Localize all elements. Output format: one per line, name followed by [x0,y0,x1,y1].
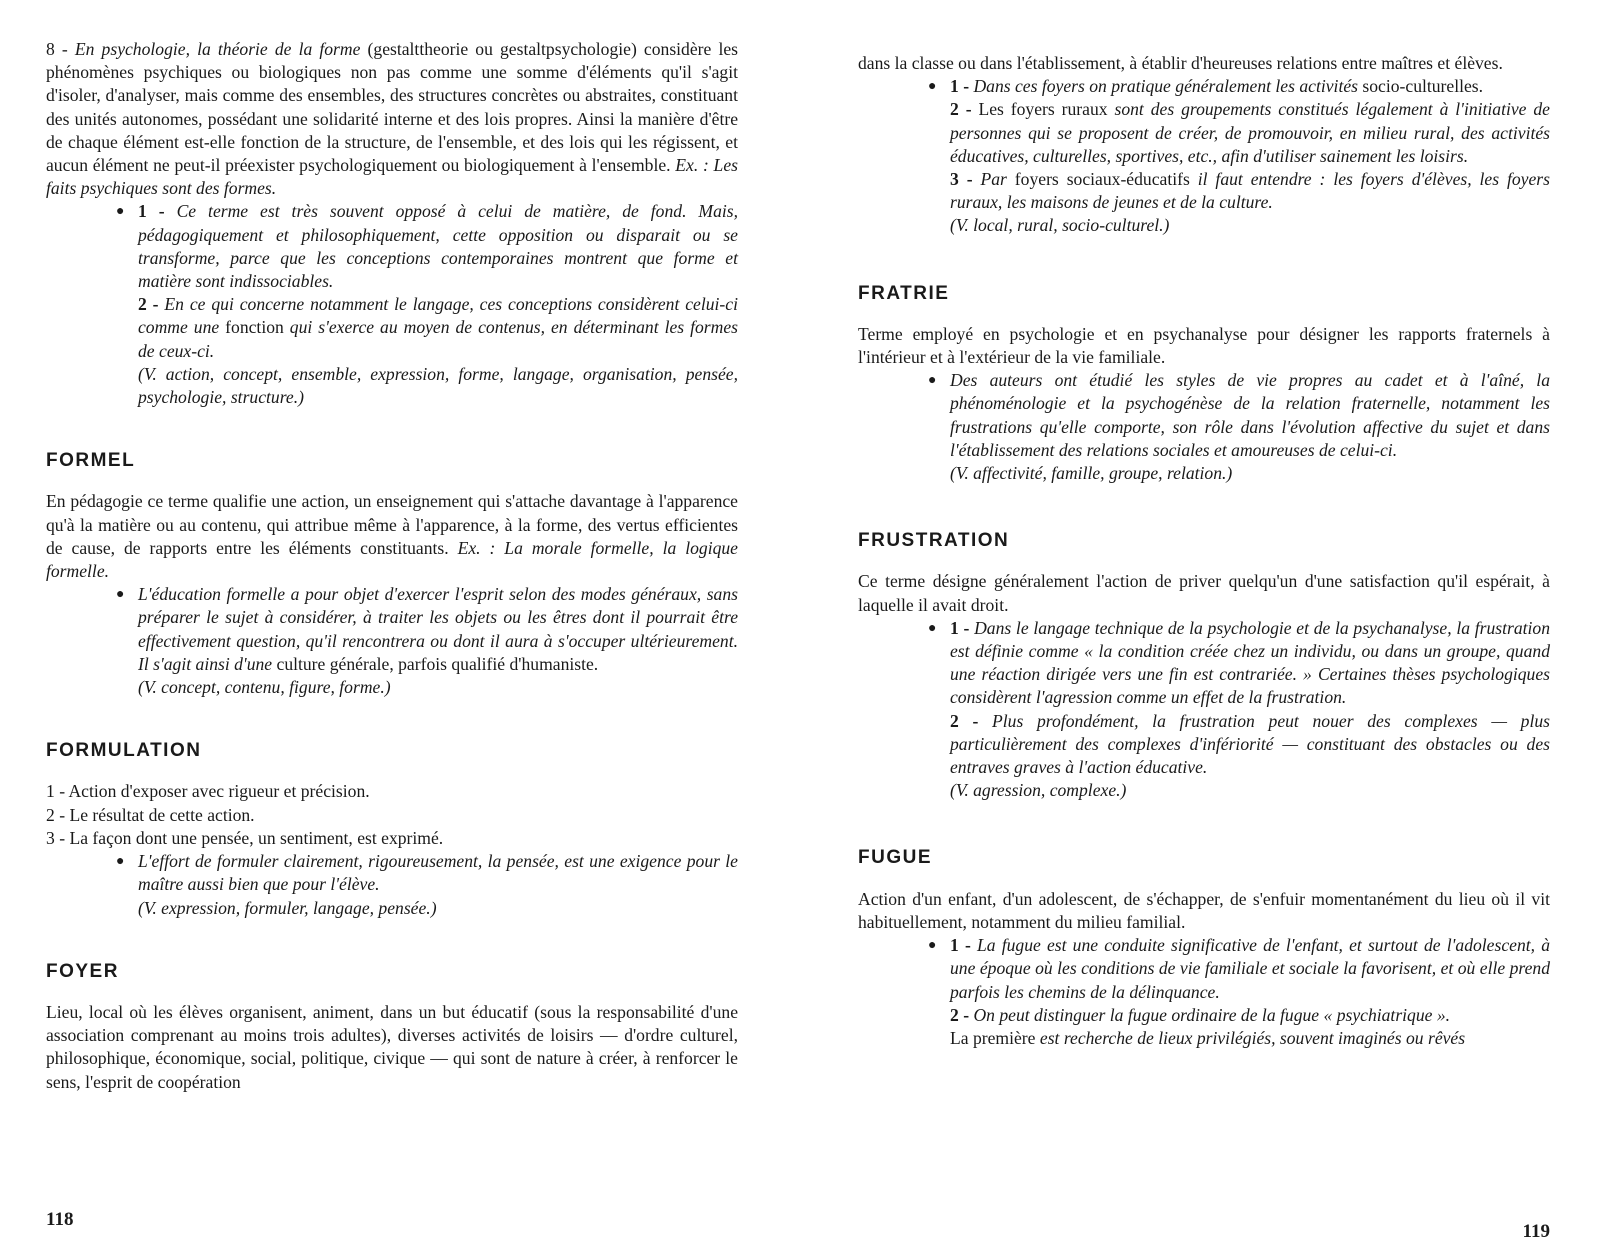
note-text: L'éducation formelle a pour objet d'exercer l'esprit selon des modes généraux, sans préparer le sujet à considérer, à traiter les objets ou les êtres dont il pourrait être effectivement question, qu'il rencontrera ou dont il aura à s'occuper ultérieurement. Il s'agit ainsi d'une [138,584,738,674]
note-number: 2 - [138,294,165,315]
entry-heading: FRATRIE [858,282,950,304]
note-text: Par [980,169,1007,190]
see-also: (V. action, concept, ensemble, expression, forme, langage, organisation, pensée, psychologie, structure.) [138,363,738,408]
bullet-icon: ● [928,620,937,636]
definition-lead: En psychologie, la théorie de la forme [74,39,361,59]
entry-foyer [46,960,738,1094]
definition-body: En pédagogie ce terme qualifie une action, un enseignement qui s'attache davantage à l'apparence qu'à la matière ou au contenu, qui attribue même à l'apparence, à la forme, des vertus efficientes de cause, de rapports entre les éléments constituants. [46,491,738,558]
note-number: 1 - [950,935,977,956]
note-number: 3 - [950,169,981,190]
definition: dans la classe ou dans l'établissement, à établir d'heureuses relations entre maîtres et élèves. [858,53,1503,73]
list-item: 2 - Le résultat de cette action. [46,804,255,825]
list-item: 3 - La façon dont une pensée, un sentiment, est exprimé. [46,827,444,848]
note-number: 2 - [950,1004,974,1025]
bullet-icon: ● [928,373,937,389]
note-text-roman: La première [950,1027,1036,1048]
definition: Action d'un enfant, d'un adolescent, de s'échapper, de s'enfuir momentanément du lieu où il vit habituellement, notamment du milieu familial. [858,888,1550,932]
left-column [46,38,738,1094]
note-text: La fugue est une conduite significative de l'enfant, et surtout de l'adolescent, à une époque où les conditions de vie familiale et sociale la favorisent, et où elle prend parfois les chemins de la délinquance. [950,935,1550,1002]
note-number: 2 - [950,710,993,731]
note-2 [950,98,1550,168]
note-text-roman: Les foyers ruraux [978,99,1115,120]
definition-number: 8 - [46,39,75,59]
page-number: 118 [46,1209,74,1230]
example: Ex. : Les faits psychiques sont des formes. [46,155,738,199]
note-1 [928,75,1550,98]
note-text: En ce qui concerne notamment le langage, ces conceptions considèrent celui-ci comme une [138,294,738,338]
list-item: 1 - Action d'exposer avec rigueur et précision. [46,781,370,802]
note-text-roman: fonction [219,317,290,338]
entry-heading: FORMEL [46,450,136,472]
entry-heading: FUGUE [858,847,932,869]
note-3 [950,168,1550,214]
bullet-icon: ● [116,854,125,870]
bullet-icon: ● [116,204,125,220]
note-text: Ce terme est très souvent opposé à celui de matière, de fond. Mais, pédagogiquement et philosophiquement, cette opposition ou disparait ou se transforme, parce que les conceptions contemporaines montrent que forme et matière sont indissociables. [138,201,739,292]
note-text: Plus profondément, la frustration peut nouer des complexes — plus particulièrement des complexes d'infériorité — constituant des obstacles ou des entraves graves à l'action éducative. [950,710,1551,778]
right-column [858,52,1550,1050]
note [116,583,738,676]
entry-forme-continued [46,38,738,409]
entry-heading: FRUSTRATION [858,530,1010,552]
note-text: il faut entendre : les foyers d'élèves, les foyers ruraux, les maisons de jeunes et de la culture. [950,169,1550,213]
note-1 [928,617,1550,710]
note-text: Dans ces foyers on pratique généralement les activités [973,76,1358,97]
note-2-continued [950,1027,1550,1050]
right-page [800,0,1600,1255]
note-text-roman: foyers sociaux-éducatifs [1006,169,1198,190]
see-also: (V. expression, formuler, langage, pensée.) [138,897,437,918]
note-number: 1 - [138,201,177,222]
definition: Lieu, local où les élèves organisent, animent, dans un but éducatif (sous la responsabilité d'une association comprenant au moins trois adultes), diverses activités de loisirs — d'ordre culturel, philosophique, économique, social, politique, civique — qui sont de nature à créer, à renforcer le sens, l'esprit de coopération [46,1001,738,1092]
see-also: (V. local, rural, socio-culturel.) [950,215,1170,236]
bullet-icon: ● [928,79,937,95]
note-text-roman: culture générale, parfois qualifié d'humaniste. [272,653,599,674]
entry-fugue [858,846,1550,1050]
definition: Terme employé en psychologie et en psychanalyse pour désigner les rapports fraternels à l'intérieur et à l'extérieur de la vie familiale. [858,323,1550,368]
note-2 [950,1004,1550,1027]
see-also: (V. affectivité, famille, groupe, relation.) [950,463,1233,484]
note-2 [950,710,1550,780]
note-text: qui s'exerce au moyen de contenus, en déterminant les formes de ceux-ci. [138,317,738,361]
note-text: Des auteurs ont étudié les styles de vie propres au cadet et à l'aîné, la phénoménologie et la psychogénèse de la relation fraternelle, notamment les frustrations qu'elle comporte, son rôle dans l'évolution affective du sujet et dans l'établissement des relations sociales et amoureuses de celui-ci. [950,370,1550,460]
definition: Ce terme désigne généralement l'action de priver quelqu'un d'une satisfaction qu'il espérait, à laquelle il avait droit. [858,571,1550,615]
note-text-roman: socio-culturelles. [1357,76,1484,97]
entry-fratrie [858,282,1550,486]
definition [46,490,738,583]
example: Ex. : La morale formelle, la logique formelle. [46,537,738,582]
entry-formulation [46,739,738,919]
definition-body: (gestalttheorie ou gestaltpsychologie) considère les phénomènes psychiques ou biologiques non pas comme une somme d'éléments qu'il s'agit d'isoler, d'analyser, mais comme des ensembles, des structures concrètes ou abstraites, constituant des unités autonomes, possédant une solidarité interne et des lois propres. Ainsi la manière d'être de chaque élément est-elle fonction de la structure, de l'ensemble, et des lois qui les régissent, et aucun élément ne peut-il préexister psychologiquement ou biologiquement à l'ensemble. [46,39,738,176]
bullet-icon: ● [928,938,937,954]
entry-heading: FORMULATION [46,740,202,762]
bullet-icon: ● [116,587,125,603]
note-text: Dans le langage technique de la psychologie et de la psychanalyse, la frustration est définie comme « la condition créée chez un individu, ou dans un groupe, quand une réaction dirigée vers une fin est contrariée. » Certaines thèses psychologiques considèrent l'agression comme un effet de la frustration. [950,617,1550,708]
page-number: 119 [1522,1221,1550,1242]
note-number: 2 - [950,99,979,120]
note-text: sont des groupements constitués légalement à l'initiative de personnes qui se proposent de créer, de promouvoir, en milieu rural, des activités éducatives, culturelles, sportives, etc., afin d'utiliser sainement les loisirs. [950,99,1550,166]
entry-heading: FOYER [46,960,119,982]
note-2 [138,293,738,363]
see-also: (V. concept, contenu, figure, forme.) [138,677,391,698]
note-1 [116,200,739,293]
note [116,850,738,896]
note-text: L'effort de formuler clairement, rigoureusement, la pensée, est une exigence pour le maître aussi bien que pour l'élève. [138,851,738,895]
entry-formel [46,449,738,699]
note-text: On peut distinguer la fugue ordinaire de la fugue « psychiatrique ». [973,1004,1451,1025]
note-number: 1 - [950,76,974,97]
entry-foyer-continued [858,52,1550,238]
see-also: (V. agression, complexe.) [950,780,1127,801]
note-1 [928,934,1550,1004]
entry-frustration [858,529,1550,802]
note-number: 1 - [950,617,975,638]
note-text: est recherche de lieux privilégiés, souvent imaginés ou rêvés [1035,1027,1466,1048]
note [928,369,1550,462]
paragraph [46,38,738,200]
